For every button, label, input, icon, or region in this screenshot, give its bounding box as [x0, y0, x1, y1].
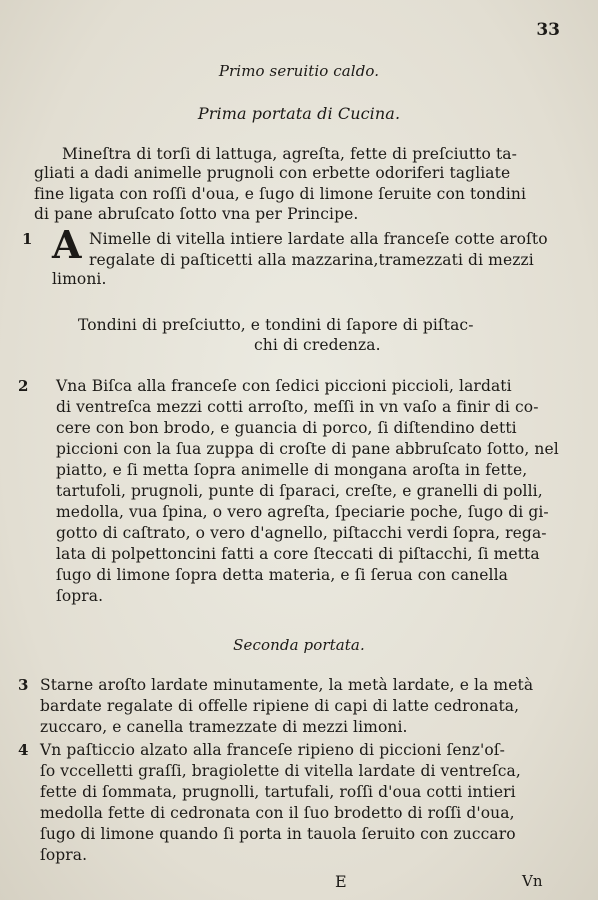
heading-prima-portata: Prima portata di Cucina. — [197, 104, 401, 123]
paragraph1-line: gliati a dadi animelle prugnoli con erbette odoriferi tagliate — [34, 164, 511, 182]
item2-line: ſugo di limone ſopra detta materia, e ſi ſerua con canella — [56, 566, 508, 584]
paragraph2-line: chi di credenza. — [254, 336, 381, 354]
item2-line: medolla, vua ſpina, o vero agreſta, ſpeciarie poche, ſugo di gi- — [56, 503, 549, 521]
item1-line: Nimelle di vitella intiere lardate alla franceſe cotte aroſto — [89, 230, 548, 248]
item4-number: 4 — [18, 741, 29, 759]
item3-line: bardate regalate di offelle ripiene di capi di latte cedronata, — [40, 697, 520, 715]
item1-line: regalate di paſticetti alla mazzarina,tramezzati di mezzi — [89, 251, 534, 269]
item2-line: lata di polpettoncini fatti a core ſteccati di piſtacchi, ſi metta — [56, 545, 540, 563]
item3-line: Starne aroſto lardate minutamente, la metà lardate, e la metà — [40, 676, 534, 694]
item3-number: 3 — [18, 676, 29, 694]
item2-line: tartufoli, prugnoli, punte di ſparaci, creſte, e granelli di polli, — [56, 482, 543, 500]
item4-line: medolla fette di cedronata con il ſuo brodetto di roſſi d'oua, — [40, 804, 515, 822]
catchword: Vn — [522, 872, 543, 890]
item4-line: Vn paſticcio alzato alla franceſe ripieno di piccioni ſenz'oſ- — [40, 741, 505, 759]
item2-line: piatto, e ſi metta ſopra animelle di mongana aroſta in fette, — [56, 461, 528, 479]
page-number: 33 — [536, 20, 560, 40]
paragraph1-line: Mineſtra di torſi di lattuga, agreſta, fette di preſciutto ta- — [62, 145, 517, 163]
item4-line: ſugo di limone quando ſi porta in tauola ſeruito con zuccaro — [40, 825, 516, 843]
item2-line: piccioni con la ſua zuppa di croſte di pane abbruſcato ſotto, nel — [56, 440, 559, 458]
signature-mark: E — [335, 872, 347, 891]
item1-mark: 1 — [22, 230, 33, 248]
paragraph1-line: di pane abruſcato ſotto vna per Principe. — [34, 205, 359, 223]
heading-seconda-portata: Seconda portata. — [233, 636, 365, 654]
paragraph1-line: fine ligata con roſſi d'oua, e ſugo di limone ſeruite con tondini — [34, 185, 527, 203]
item3-line: zuccaro, e canella tramezzate di mezzi limoni. — [40, 718, 408, 736]
item1-initial: A — [52, 222, 82, 267]
heading-primo-seruitio: Primo seruitio caldo. — [218, 62, 380, 80]
item2-line: cere con bon brodo, e guancia di porco, ſi diſtendino detti — [56, 419, 517, 437]
item2-line: gotto di caſtrato, o vero d'agnello, piſtacchi verdi ſopra, rega- — [56, 524, 547, 542]
item2-line: Vna Biſca alla franceſe con ſedici piccioni piccioli, lardati — [56, 377, 512, 395]
item4-line: ſopra. — [40, 846, 88, 864]
item1-line: limoni. — [52, 270, 107, 288]
item4-line: fette di ſommata, prugnolli, tartufali, roſſi d'oua cotti intieri — [40, 783, 516, 801]
item2-number: 2 — [18, 377, 29, 395]
item4-line: ſo vccelletti graſſi, bragiolette di vitella lardate di ventreſca, — [40, 762, 521, 780]
paragraph2-line: Tondini di preſciutto, e tondini di ſapore di piſtac- — [78, 316, 474, 334]
item2-line: ſopra. — [56, 587, 104, 605]
item2-line: di ventreſca mezzi cotti arroſto, meſſi in vn vaſo a finir di co- — [56, 398, 539, 416]
